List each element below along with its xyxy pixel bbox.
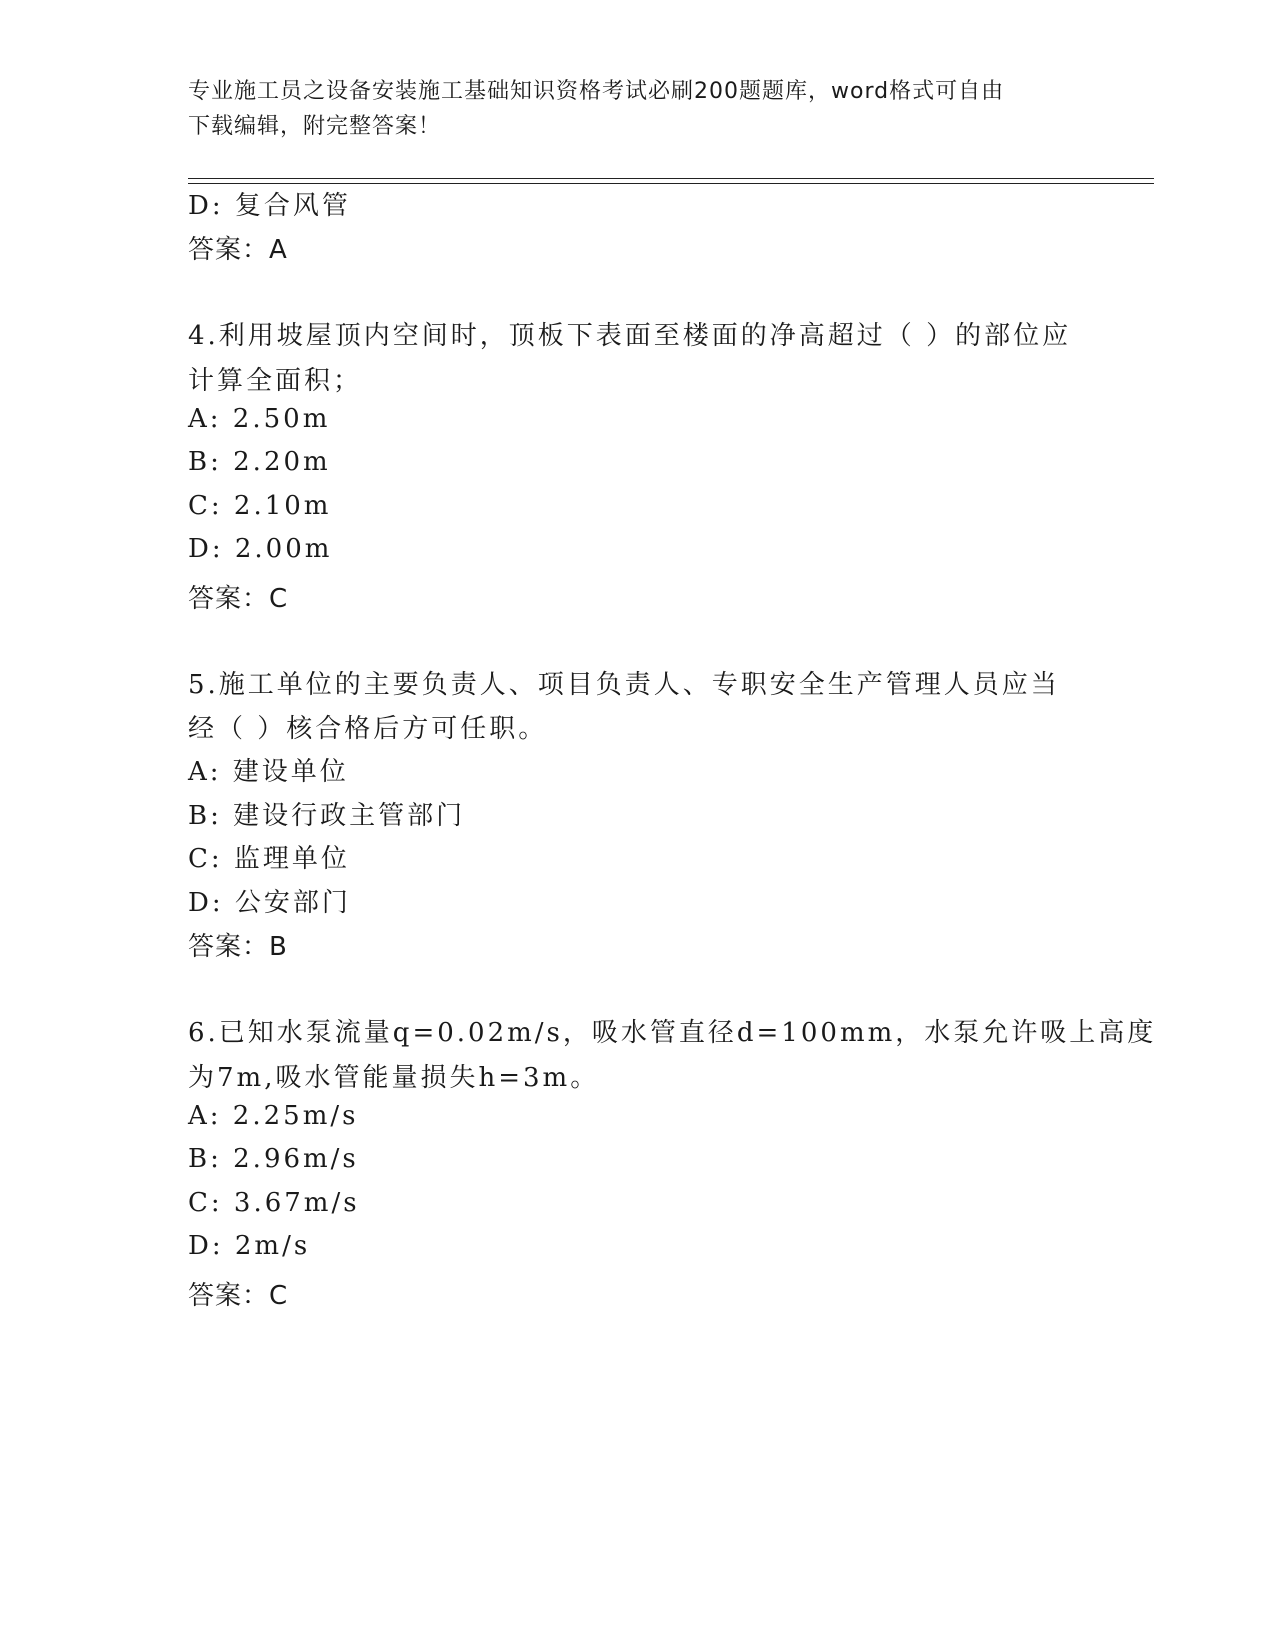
question-5-option-a: A: 建设单位 <box>188 757 349 787</box>
question-4-stem-line-1: 4.利用坡屋顶内空间时，顶板下表面至楼面的净高超过（ ）的部位应 <box>188 321 1072 351</box>
question-6-answer: 答案：C <box>188 1281 289 1311</box>
question-4-stem-line-2: 计算全面积； <box>188 366 363 396</box>
question-6-option-a: A: 2.25m/s <box>188 1101 359 1131</box>
question-6-option-c: C: 3.67m/s <box>188 1188 360 1218</box>
header-line-2: 下载编辑，附完整答案！ <box>188 114 442 139</box>
question-4-option-c: C: 2.10m <box>188 491 332 521</box>
question-4-option-d: D: 2.00m <box>188 534 333 564</box>
question-5-answer: 答案：B <box>188 932 288 962</box>
prev-option-d: D: 复合风管 <box>188 191 351 221</box>
question-4-answer: 答案：C <box>188 584 289 614</box>
question-5-option-c: C: 监理单位 <box>188 844 350 874</box>
header-divider-bottom <box>188 183 1154 184</box>
question-5-option-d: D: 公安部门 <box>188 888 351 918</box>
question-6-option-d: D: 2m/s <box>188 1231 311 1261</box>
question-5-stem-line-1: 5.施工单位的主要负责人、项目负责人、专职安全生产管理人员应当 <box>188 670 1060 700</box>
prev-answer: 答案：A <box>188 235 288 265</box>
header-line-1: 专业施工员之设备安装施工基础知识资格考试必刷200题题库，word格式可自由 <box>188 79 1005 104</box>
question-4-option-a: A: 2.50m <box>188 404 331 434</box>
question-4-option-b: B: 2.20m <box>188 447 331 477</box>
question-6-stem-line-1: 6.已知水泵流量q=0.02m/s，吸水管直径d=100mm，水泵允许吸上高度 <box>188 1018 1157 1048</box>
question-6-option-b: B: 2.96m/s <box>188 1144 359 1174</box>
header-divider-top <box>188 178 1154 179</box>
question-5-option-b: B: 建设行政主管部门 <box>188 801 466 831</box>
question-5-stem-line-2: 经（ ）核合格后方可任职。 <box>188 714 548 744</box>
document-header <box>188 74 1088 144</box>
question-6-stem-line-2: 为7m,吸水管能量损失h=3m。 <box>188 1063 600 1093</box>
